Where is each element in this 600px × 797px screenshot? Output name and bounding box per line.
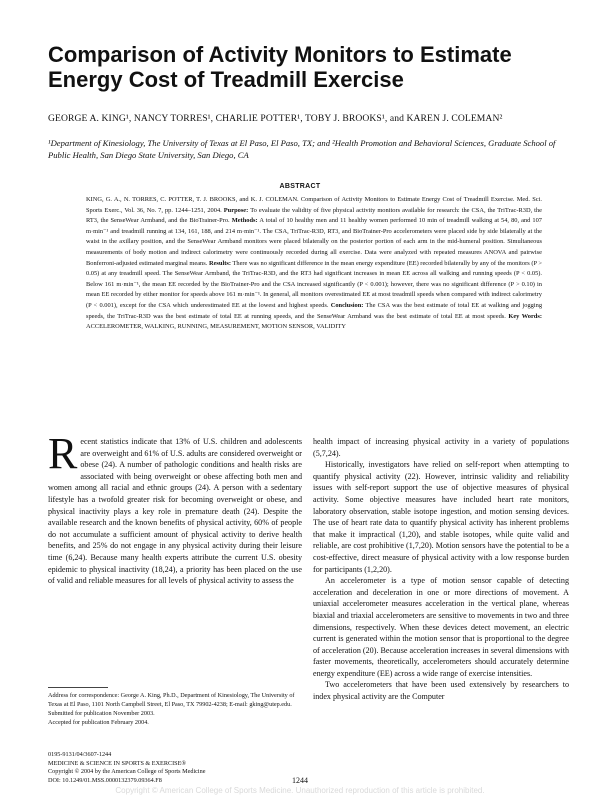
paragraph-two-accelerometers: Two accelerometers that have been used extensively by researchers to index physical activity are the Computer [313, 680, 569, 702]
doi: DOI: 10.1249/01.MSS.0000132379.09364.F8 [48, 776, 162, 784]
intro-text: ecent statistics indicate that 13% of U.S. children and adolescents are overweight and 61% of U.S. adults are considered overweight or obese (24). A number of pathologic conditions and health risks are associated with being overweight or obese affecting both men and women among all racial and ethnic groups (24). A person with a sedentary lifestyle has a twofold greater risk for becoming overweight or obese, and physical inactivity plays a key role in premature death (24). Despite the available research and the known benefits of physical activity, 60% of people do not accumulate a sufficient amount of physical activity to derive health benefits, and 25% do not engage in any physical activity during their leisure time (6,24). Because many health experts attribute the current U.S. obesity epidemic to physical inactivity (18,24), a priority has been placed on the use of valid and reliable measures for all levels of physical activity to assess the [48, 437, 302, 586]
paragraph-history: Historically, investigators have relied on self-report when attempting to quantify physical activity (22). However, intrinsic validity and reliability issues with self-report support the use of objective measures of physical activity. Some objective measures have included heart rate monitors, laboratory observation, stable isotope ingestion, and motion sensing devices. The use of heart rate data to quantify physical activity has inherent problems that make it impractical (1,20), and stable isotopes, while quite valid and reliable, are cost prohibitive (1,7,20). Motion sensors have the potential to be a cost-effective, direct measure of physical activity with a low response burden for participants (1,2,20). [313, 460, 569, 574]
paragraph-accelerometer: An accelerometer is a type of motion sensor capable of detecting acceleration and deceleration in one or more directions of movement. A uniaxial accelerometer measures acceleration in the vertical plane, whereas biaxial and triaxial accelerometers are sensitive to movements in two and three dimensions, respectively. When these devices detect movement, an electric current is generated within the motion sensor that is proportional to the degree of acceleration (20). Because acceleration increases in several dimensions with faster movements, theoretically, accelerometers should accurately determine energy expenditure (EE) across a wide range of exercise intensities. [313, 576, 569, 678]
abstract-heading: ABSTRACT [279, 183, 321, 190]
paragraph-continued: health impact of increasing physical activity in a variety of populations (5,7,24). [313, 437, 569, 458]
keywords-text: ACCELEROMETER, WALKING, RUNNING, MEASUREMENT, MOTION SENSOR, VALIDITY [86, 323, 346, 331]
correspondence-footnote [48, 691, 302, 727]
copyright-line: Copyright © 2004 by the American College of Sports Medicine [48, 768, 206, 776]
journal-name: MEDICINE & SCIENCE IN SPORTS & EXERCISE® [48, 759, 187, 767]
purpose-text: To evaluate the validity of five physical activity monitors available for research: the CSA, the TriTrac-R3D, the RT3, the SenseWear Armband, and the BioTrainer-Pro. [86, 206, 542, 225]
affiliations: ¹Department of Kinesiology, The University of Texas at El Paso, El Paso, TX; and ²Health Promotion and Behavioral Sciences, Graduate School of Public Health, San Diego State University, San Diego, CA [48, 138, 556, 160]
purpose-label: Purpose: [223, 206, 249, 214]
page-number: 1244 [292, 776, 308, 785]
intro-paragraph [48, 429, 302, 587]
abstract-body [86, 195, 542, 333]
copyright-watermark: Copyright © American College of Sports Medicine. Unauthorized reproduction of this article is prohibited. [115, 786, 485, 795]
issn: 0195-9131/04/3607-1244 [48, 751, 112, 758]
methods-text: A total of 10 healthy men and 11 healthy women performed 10 min of treadmill walking at 54, 80, and 107 m·min⁻¹ and treadmill running at 134, 161, 188, and 214 m·min⁻¹. The CSA, TriTrac-R3D, RT3, and BioTrainer-Pro accelerometers were placed side by side bilaterally at the waist in the axillary position, and the SenseWear Armband monitors were placed bilaterally on the posterior portion of each arm in the mid-humeral position. Simultaneous measurements of body motion and indirect calorimetry were continuously recorded during all exercise. Data were analyzed with repeated measures ANOVA and pairwise Bonferroni-adjusted estimated marginal means. [86, 217, 543, 267]
conclusion-label: Conclusion: [330, 301, 364, 309]
drop-cap: R [48, 429, 78, 478]
methods-label: Methods: [231, 217, 258, 225]
abstract-citation: KING, G. A., N. TORRES, C. POTTER, T. J. BROOKS, and K. J. COLEMAN. Comparison of Activity Monitors to Estimate Energy Cost of Treadmill Exercise. Med. Sci. Sports Exerc., Vol. 36, No. 7, pp. 1244–1251, 2004. [86, 196, 542, 214]
author-list: GEORGE A. KING¹, NANCY TORRES¹, CHARLIE POTTER¹, TOBY J. BROOKS¹, and KAREN J. COLEMAN² [48, 113, 503, 124]
article-title: Comparison of Activity Monitors to Estimate Energy Cost of Treadmill Exercise [48, 42, 512, 92]
body-column-left [48, 429, 302, 587]
submitted-date: Submitted for publication November 2003. [48, 710, 155, 717]
body-column-right [313, 436, 569, 703]
keywords-label: Key Words: [508, 312, 542, 320]
results-text: There was no significant difference in the mean energy expenditure (EE) recorded bilaterally by any of the monitors (P > 0.05) at any treadmill speed. The SenseWear Armband, the TriTrac-R3D, and the RT3 had significant increases in mean EE across all walking and running speeds (P < 0.05). Below 161 m·min⁻¹, the mean EE recorded by the BioTrainer-Pro and the CSA increased significantly (P < 0.001); however, there was no significant difference (P > 0.10) in mean EE recorded by either monitor for speeds above 161 m·min⁻¹. In general, all monitors overestimated EE at most treadmill speeds when compared with indirect calorimetry (P < 0.001), except for the CSA which underestimated EE at the lowest and highest speeds. [86, 259, 542, 309]
correspondence-address: Address for correspondence: George A. King, Ph.D., Department of Kinesiology, The University of Texas at El Paso, 1101 North Campbell Street, El Paso, TX 79902-4238; E-mail: gking@utep.edu. [48, 692, 295, 708]
results-label: Results: [208, 259, 231, 267]
footnote-divider [48, 687, 108, 688]
conclusion-text: The CSA was the best estimate of total EE at walking and jogging speeds, the TriTrac-R3D was the best estimate of total EE at running speeds, and the SenseWear Armband was the best estimate of total EE at most speeds. [86, 301, 543, 320]
accepted-date: Accepted for publication February 2004. [48, 719, 149, 726]
